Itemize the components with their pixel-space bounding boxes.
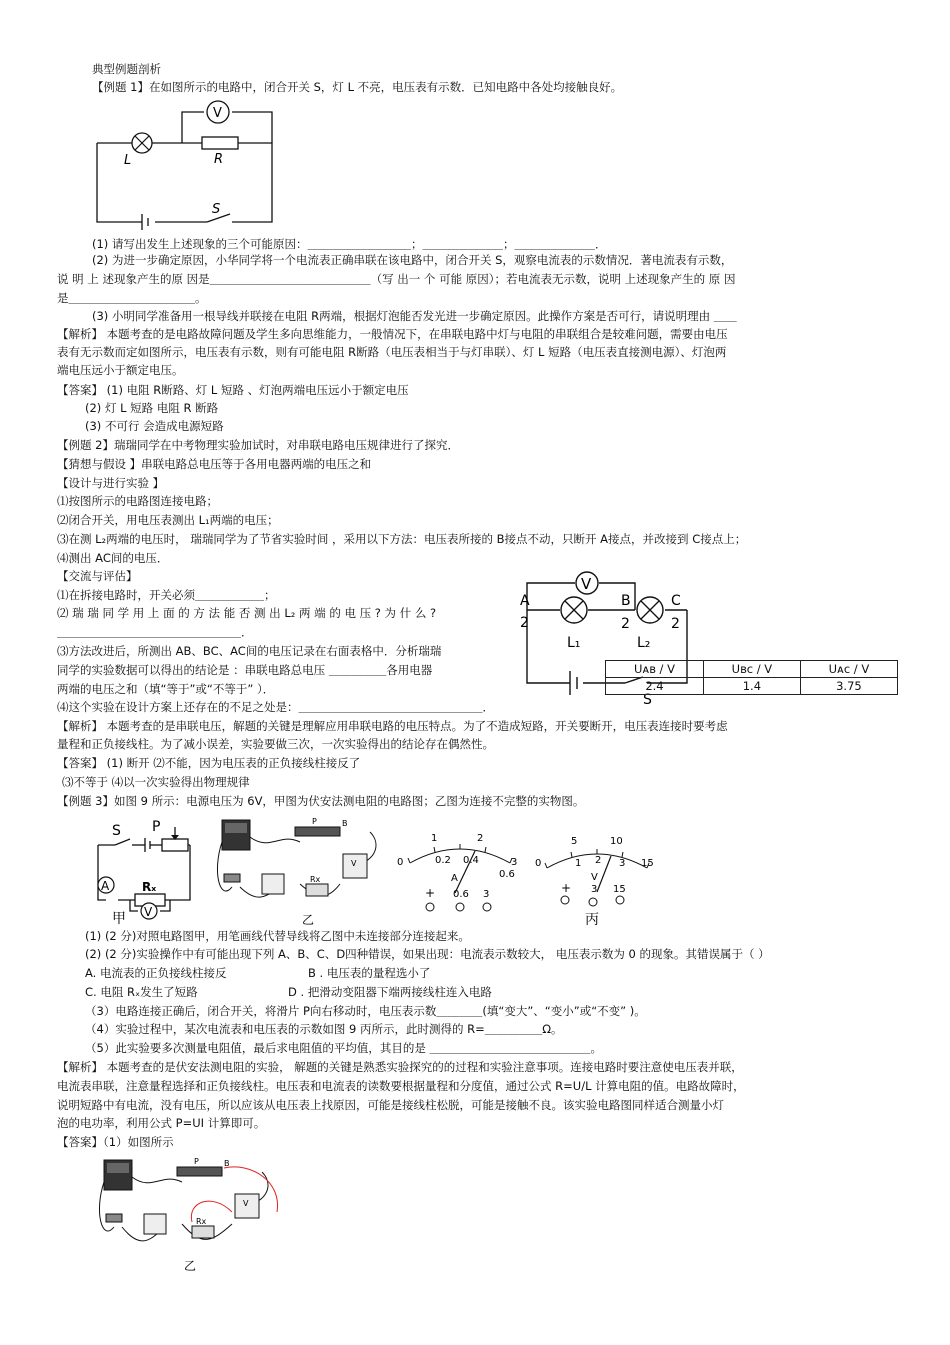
ex2-question: 【例题 2】瑞瑞同学在中考物理实验加试时，对串联电路电压规律进行了探究． <box>57 438 459 452</box>
svg-text:S: S <box>643 692 652 705</box>
svg-text:A: A <box>520 593 530 609</box>
svg-text:V: V <box>351 859 357 868</box>
svg-text:丙: 丙 <box>585 912 599 928</box>
ex2-analysis-1: 【解析】 本题考查的是串联电压，解题的关键是理解应用串联电路的电压特点。为了不造成短路，开关要断开，电压表连接时要考虑 <box>57 719 728 733</box>
svg-text:3: 3 <box>619 858 626 869</box>
ex1-analysis-3: 端电压远小于额定电压。 <box>57 363 184 377</box>
svg-text:S: S <box>112 823 121 839</box>
svg-text:V: V <box>243 1199 249 1208</box>
ex3-analysis-1: 【解析】 本题考查的是伏安法测电阻的实验， 解题的关键是熟悉实验探究的的过程和实验注意事项。连接电路时要注意使电压表并联， <box>57 1060 743 1074</box>
ex1-part2b: 说 明 上 述现象产生的原 因是＿＿＿＿＿＿＿＿＿＿＿＿＿＿（写 出一 个 可能 原因）；若电流表无示数，说明 上述现象产生的 原 因 <box>57 272 736 286</box>
ex3-part3: （3）电路连接正确后，闭合开关，将滑片 P向右移动时，电压表示数＿＿＿＿(填“变大”、“变小”或“不变” )。 <box>85 1004 646 1018</box>
ex3-part2: (2) (2 分)实验操作中有可能出现下列 A、B、C、D四种错误，如果出现：电流表示数较大， 电压表示数为 0 的现象。其错误属于（ ） <box>85 947 770 961</box>
svg-text:V: V <box>581 575 592 593</box>
svg-text:Rx: Rx <box>196 1217 207 1226</box>
svg-text:+: + <box>425 886 436 900</box>
svg-text:15: 15 <box>641 858 654 869</box>
ex3-analysis-3: 说明短路中有电流，没有电压，所以应该从电压表上找原因，可能是接线柱松脱，可能是接触不良。该实验电路图同样适合测量小灯 <box>57 1098 724 1112</box>
ex2-step-3: ⑶在测 L₂两端的电压时， 瑞瑞同学为了节省实验时间 ，采用以下方法：电压表所接的 B接点不动，只断开 A接点，并改接到 C接点上； <box>57 532 747 546</box>
ex1-answer-3: (3) 不可行 会造成电源短路 <box>85 419 224 433</box>
svg-text:1: 1 <box>431 833 438 844</box>
svg-text:V: V <box>144 905 153 919</box>
table-header: Uᴀᴄ / V <box>800 661 897 678</box>
svg-text:5: 5 <box>571 836 578 847</box>
ex1-answer-2: (2) 灯 L 短路 电阻 R 断路 <box>85 401 219 415</box>
ex1-analysis-1: 【解析】 本题考查的是电路故障问题及学生多向思维能力，一般情况下，在串联电路中灯与电阻的串联组合是较难问题，需要由电压 <box>57 327 728 341</box>
ex2-analysis-2: 量程和正负接线柱。为了减小误差，实验要做三次，一次实验得出的结论存在偶然性。 <box>57 737 494 751</box>
ex2-answer-2: ⑶不等于 ⑷以一次实验得出物理规律 <box>62 775 250 789</box>
svg-text:V: V <box>591 872 598 883</box>
svg-text:乙: 乙 <box>302 913 315 927</box>
table-cell: 3.75 <box>800 678 897 695</box>
resistor-rx-icon <box>192 1226 214 1238</box>
ex1-part2c: 是＿＿＿＿＿＿＿＿＿＿＿。 <box>57 291 207 305</box>
svg-text:2: 2 <box>477 833 484 844</box>
ex2-step-4: ⑷测出 AC间的电压． <box>57 551 169 565</box>
svg-text:P: P <box>194 1157 199 1166</box>
ex2-eval-3b: 同学的实验数据可以得出的结论是 ：串联电路总电压 ＿＿＿＿＿各用电器 <box>57 663 433 677</box>
ex1-part2a: (2) 为进一步确定原因，小华同学将一个电流表正确串联在该电路中，闭合开关 S，观察电流表的示数情况．著电流表有示数， <box>92 253 733 267</box>
ex3-part4: （4）实验过程中，某次电流表和电压表的示数如图 9 丙所示，此时测得的 R=＿＿＿＿＿Ω。 <box>85 1022 563 1036</box>
svg-text:S: S <box>212 202 221 217</box>
resistor-rx-icon <box>306 884 328 896</box>
switch-icon <box>106 1214 122 1222</box>
ex2-eval-heading: 【交流与评估】 <box>57 569 138 583</box>
ex3-option-c: C. 电阻 Rₓ发生了短路 <box>85 985 198 999</box>
ex3-ammeter-dial <box>395 825 525 920</box>
ex2-data-table <box>605 660 898 695</box>
ex3-apparatus-yi <box>210 812 390 927</box>
svg-text:B: B <box>224 1159 230 1168</box>
svg-text:0.6: 0.6 <box>453 889 469 900</box>
svg-text:0.2: 0.2 <box>435 855 451 866</box>
svg-text:10: 10 <box>610 836 623 847</box>
ex2-step-1: ⑴按图所示的电路图连接电路； <box>57 494 218 508</box>
ex3-option-d: D . 把滑动变阻器下端两接线柱连入电路 <box>288 985 492 999</box>
ex3-answer-wiring-figure <box>92 1152 292 1277</box>
ex2-eval-2b: ＿＿＿＿＿＿＿＿＿＿＿＿＿＿＿＿． <box>57 625 253 639</box>
svg-text:2: 2 <box>520 615 529 631</box>
ex3-voltmeter-dial <box>535 830 665 930</box>
svg-text:P: P <box>312 817 317 826</box>
ex2-eval-3c: 两端的电压之和（填“等于”或“不等于” ）． <box>57 682 275 696</box>
ex3-circuit-diagram-jia <box>90 815 200 925</box>
ex3-question: 【例题 3】如图 9 所示：电源电压为 6V，甲图为伏安法测电阻的电路图；乙图为连接不完整的实物图。 <box>57 794 585 808</box>
rheostat-icon <box>295 827 340 836</box>
ex2-eval-1: ⑴在拆接电路时，开关必须＿＿＿＿＿＿； <box>57 588 276 602</box>
ex1-part1: (1) 请写出发生上述现象的三个可能原因：＿＿＿＿＿＿＿＿＿；＿＿＿＿＿＿＿；＿＿＿＿＿＿＿． <box>92 237 607 251</box>
svg-text:0: 0 <box>397 857 404 868</box>
ex1-question: 【例题 1】在如图所示的电路中，闭合开关 S，灯 L 不亮，电压表有示数．已知电路中各处均接触良好。 <box>92 80 623 94</box>
ex2-eval-4: ⑷这个实验在设计方案上还存在的不足之处是：＿＿＿＿＿＿＿＿＿＿＿＿＿＿＿＿． <box>57 700 494 714</box>
ex1-answer-1: 【答案】 (1) 电阻 R断路、灯 L 短路 、灯泡两端电压远小于额定电压 <box>57 383 409 397</box>
ex3-part5: （5）此实验要多次测量电阻值，最后求电阻值的平均值，其目的是 ＿＿＿＿＿＿＿＿＿＿＿＿＿＿。 <box>85 1041 602 1055</box>
ex1-analysis-2: 表有无示数而定如图所示，电压表有示数，则有可能电阻 R断路（电压表相当于与灯串联）、灯 L 短路（电压表直接测电源）、灯泡两 <box>57 345 727 359</box>
switch-icon <box>224 874 240 882</box>
svg-text:2: 2 <box>621 616 630 632</box>
table-header: Uʙᴄ / V <box>703 661 800 678</box>
ex3-option-a: A. 电流表的正负接线柱接反 <box>85 966 227 980</box>
ex2-design-heading: 【设计与进行实验 】 <box>57 476 165 490</box>
svg-text:R: R <box>214 152 224 167</box>
svg-text:B: B <box>342 819 348 828</box>
table-header: Uᴀʙ / V <box>606 661 704 678</box>
svg-text:Rₓ: Rₓ <box>142 880 157 894</box>
ex1-circuit-figure <box>92 98 282 230</box>
ex1-part3: (3) 小明同学准备用一根导线并联接在电阻 R两端，根据灯泡能否发光进一步确定原因。此操作方案是否可行，请说明理由 ＿＿ <box>92 309 737 323</box>
ex3-option-b: B . 电压表的量程选小了 <box>308 966 431 980</box>
svg-text:2: 2 <box>595 855 602 866</box>
svg-text:B: B <box>621 593 631 609</box>
rheostat-icon <box>177 1167 222 1176</box>
svg-text:A: A <box>101 879 110 893</box>
ex2-eval-2: ⑵ 瑞 瑞 同 学 用 上 面 的 方 法 能 否 测 出 L₂ 两 端 的 电 压 ? 为 什 么 ? <box>57 606 437 620</box>
svg-text:L₁: L₁ <box>567 635 581 651</box>
ammeter-icon <box>262 874 284 894</box>
svg-text:0: 0 <box>535 858 542 869</box>
ammeter-icon <box>144 1214 166 1234</box>
ex3-answer: 【答案】（1）如图所示 <box>57 1135 174 1149</box>
svg-text:乙: 乙 <box>184 1259 197 1273</box>
svg-text:C: C <box>671 593 681 609</box>
ex2-eval-3a: ⑶方法改进后，所测出 AB、BC、AC间的电压记录在右面表格中．分析瑞瑞 <box>57 644 442 658</box>
svg-text:2: 2 <box>671 616 680 632</box>
fig-v-label: V <box>213 106 222 121</box>
svg-text:0.6: 0.6 <box>499 869 515 880</box>
svg-text:3: 3 <box>511 857 518 868</box>
svg-text:A: A <box>451 873 458 884</box>
svg-text:P: P <box>152 819 161 835</box>
svg-text:甲: 甲 <box>112 911 126 925</box>
ex2-hypothesis: 【猜想与假设 】串联电路总电压等于各用电器两端的电压之和 <box>57 457 372 471</box>
table-cell: 2.4 <box>606 678 704 695</box>
table-cell: 1.4 <box>703 678 800 695</box>
svg-text:0.4: 0.4 <box>463 855 479 866</box>
svg-text:1: 1 <box>575 858 582 869</box>
ex3-part1: (1) (2 分)对照电路图甲，用笔画线代替导线将乙图中未连接部分连接起来。 <box>85 929 470 943</box>
ex2-answer-1: 【答案】 (1) 断开 ⑵不能，因为电压表的正负接线柱接反了 <box>57 756 361 770</box>
svg-text:+: + <box>561 881 572 895</box>
ex3-analysis-4: 泡的电功率，利用公式 P=UI 计算即可。 <box>57 1116 266 1130</box>
svg-text:3: 3 <box>483 889 490 900</box>
svg-text:L₂: L₂ <box>637 635 651 651</box>
ex3-analysis-2: 电流表串联，注意量程选择和正负接线柱。电压表和电流表的读数要根据量程和分度值，通过公式 R=U/L 计算电阻的值。电路故障时， <box>57 1079 745 1093</box>
svg-text:15: 15 <box>613 884 626 895</box>
section-heading: 典型例题剖析 <box>92 62 161 76</box>
ex2-step-2: ⑵闭合开关，用电压表测出 L₁两端的电压； <box>57 513 279 527</box>
svg-text:L: L <box>124 153 132 168</box>
svg-text:3: 3 <box>591 884 598 895</box>
svg-text:Rx: Rx <box>310 875 321 884</box>
